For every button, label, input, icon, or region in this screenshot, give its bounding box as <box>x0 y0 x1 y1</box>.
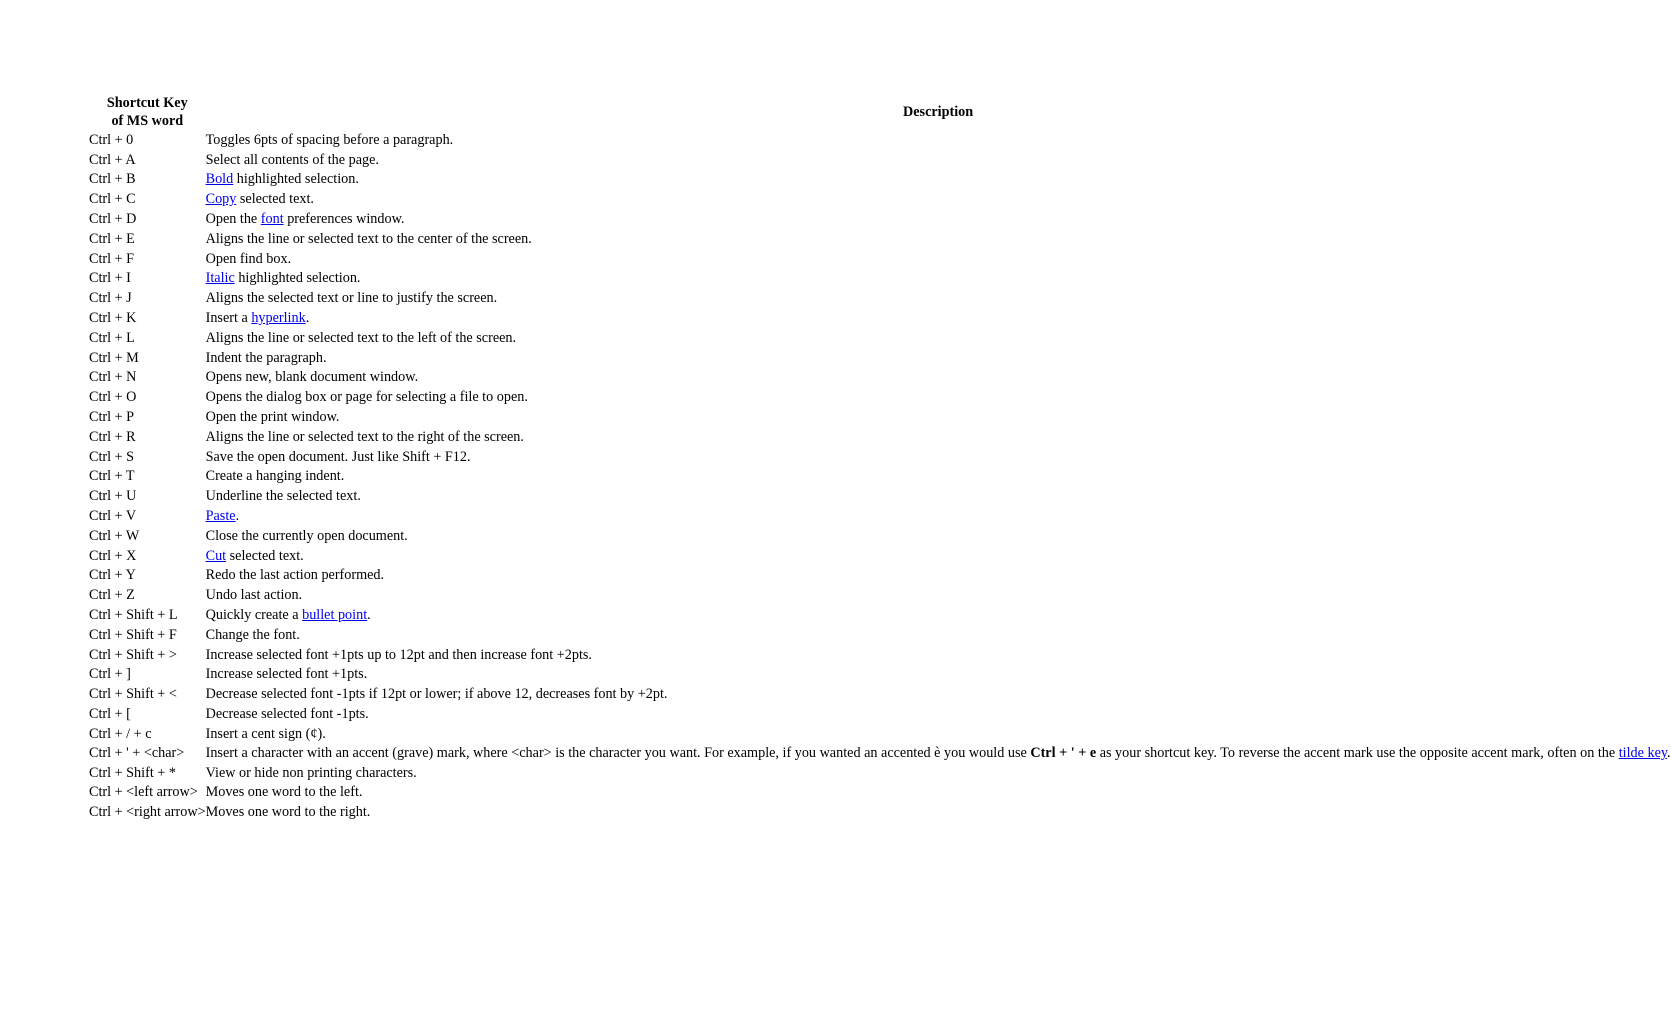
shortcut-key-cell: Ctrl + B <box>89 171 136 188</box>
shortcut-key-cell: Ctrl + [ <box>89 706 131 722</box>
table-row <box>89 506 1671 526</box>
description-text: Change the font. <box>205 626 300 643</box>
shortcut-key-cell: Ctrl + N <box>89 369 137 386</box>
table-row <box>89 328 1671 348</box>
description-cell <box>206 625 1671 645</box>
description-cell <box>206 229 1671 249</box>
description-text: Insert a cent sign (¢). <box>205 725 326 742</box>
description-cell <box>206 724 1671 744</box>
column-header-shortcut-key <box>89 94 206 130</box>
table-row <box>89 526 1671 546</box>
description-text: highlighted selection. <box>234 270 361 287</box>
description-cell <box>206 209 1671 229</box>
table-row <box>89 447 1671 467</box>
shortcut-key-cell: Ctrl + Shift + * <box>89 765 176 782</box>
description-text: Indent the paragraph. <box>205 349 327 366</box>
description-link[interactable]: Copy <box>205 191 237 208</box>
description-text: Create a hanging indent. <box>205 468 345 485</box>
description-text: Open find box. <box>205 250 292 267</box>
table-row <box>89 764 1671 784</box>
description-link[interactable]: Italic <box>205 270 235 287</box>
shortcut-key-cell: Ctrl + T <box>89 468 135 485</box>
description-link[interactable]: hyperlink <box>251 310 306 327</box>
description-text: View or hide non printing characters. <box>205 765 417 782</box>
shortcut-key-cell: Ctrl + K <box>89 310 137 327</box>
description-cell <box>206 803 1671 823</box>
table-row <box>89 605 1671 625</box>
shortcut-key-cell: Ctrl + ' + <char> <box>89 744 185 761</box>
description-cell <box>206 665 1671 685</box>
description-cell <box>206 288 1671 308</box>
shortcut-key-cell: Ctrl + L <box>89 329 135 346</box>
description-cell <box>206 486 1671 506</box>
shortcut-key-cell: Ctrl + <right arrow> <box>89 804 206 821</box>
shortcut-key-cell: Ctrl + 0 <box>89 131 134 148</box>
description-cell <box>206 387 1671 407</box>
description-cell <box>206 150 1671 170</box>
description-text: preferences window. <box>283 211 405 228</box>
description-text: selected text. <box>236 191 314 208</box>
description-text: Increase selected font +1pts up to 12pt and then increase font +2pts. <box>205 646 592 663</box>
description-cell <box>206 506 1671 526</box>
table-row <box>89 566 1671 586</box>
shortcut-key-cell: Ctrl + R <box>89 428 136 445</box>
description-text: Save the open document. Just like Shift + F12. <box>205 448 471 465</box>
shortcut-key-cell: Ctrl + S <box>89 448 135 465</box>
description-text: selected text. <box>226 547 304 564</box>
description-cell <box>206 407 1671 427</box>
description-text: Moves one word to the left. <box>205 784 363 801</box>
table-row <box>89 724 1671 744</box>
table-row <box>89 387 1671 407</box>
description-text: . <box>1667 744 1671 761</box>
table-row <box>89 229 1671 249</box>
description-text: Aligns the line or selected text to the left of the screen. <box>205 329 517 346</box>
shortcut-key-cell: Ctrl + Shift + < <box>89 686 177 703</box>
shortcut-key-cell: Ctrl + O <box>89 389 137 406</box>
description-text: Quickly create a <box>205 607 303 624</box>
description-text: Insert a character with an accent (grave) mark, where <char> is the character you want. For example, if you wanted an accented è you would use <box>205 744 1031 761</box>
shortcut-key-cell: Ctrl + Shift + L <box>89 607 178 624</box>
description-cell <box>206 328 1671 348</box>
description-cell <box>206 368 1671 388</box>
description-text: Decrease selected font -1pts. <box>205 706 369 722</box>
description-text: Open the <box>205 211 261 228</box>
table-row <box>89 803 1671 823</box>
description-cell <box>206 348 1671 368</box>
table-row <box>89 467 1671 487</box>
description-link[interactable]: font <box>260 211 284 228</box>
description-cell <box>206 566 1671 586</box>
shortcut-key-cell: Ctrl + / + c <box>89 725 152 742</box>
table-row <box>89 783 1671 803</box>
description-cell <box>206 308 1671 328</box>
description-text: Opens the dialog box or page for selecting a file to open. <box>205 389 528 406</box>
description-text: Open the print window. <box>205 409 340 426</box>
description-link[interactable]: Paste <box>205 508 236 525</box>
table-row <box>89 269 1671 289</box>
description-cell <box>206 585 1671 605</box>
description-cell <box>206 526 1671 546</box>
shortcut-key-cell: Ctrl + U <box>89 488 137 505</box>
description-cell <box>206 605 1671 625</box>
shortcut-key-cell: Ctrl + V <box>89 508 137 525</box>
description-text: Aligns the line or selected text to the right of the screen. <box>205 428 524 445</box>
table-row <box>89 189 1671 209</box>
table-row <box>89 645 1671 665</box>
description-text: Increase selected font +1pts. <box>205 666 368 683</box>
table-row <box>89 427 1671 447</box>
description-link[interactable]: Cut <box>205 547 227 564</box>
table-row <box>89 170 1671 190</box>
shortcut-key-cell: Ctrl + Y <box>89 567 136 584</box>
description-cell <box>206 467 1671 487</box>
shortcut-key-cell: Ctrl + M <box>89 349 139 366</box>
header-key-line-1: Shortcut Key <box>106 95 188 111</box>
shortcut-key-cell: Ctrl + <left arrow> <box>89 784 198 801</box>
table-row <box>89 308 1671 328</box>
shortcut-key-cell: Ctrl + Z <box>89 587 135 604</box>
table-row <box>89 150 1671 170</box>
table-row <box>89 665 1671 685</box>
description-link[interactable]: Bold <box>205 171 234 188</box>
table-row <box>89 130 1671 150</box>
table-row <box>89 368 1671 388</box>
description-text: Moves one word to the right. <box>205 804 371 821</box>
description-cell <box>206 546 1671 566</box>
table-row <box>89 209 1671 229</box>
description-text: . <box>235 508 240 525</box>
table-body <box>89 130 1671 823</box>
table-row <box>89 625 1671 645</box>
table-row <box>89 249 1671 269</box>
shortcut-key-cell: Ctrl + X <box>89 547 137 564</box>
description-text: Decrease selected font -1pts if 12pt or lower; if above 12, decreases font by +2pt. <box>205 686 668 703</box>
description-cell <box>206 427 1671 447</box>
description-text: Insert a <box>205 310 252 327</box>
description-text: Toggles 6pts of spacing before a paragraph. <box>205 131 454 148</box>
description-text: . <box>305 310 310 327</box>
shortcut-key-cell: Ctrl + E <box>89 230 135 247</box>
shortcut-key-cell: Ctrl + D <box>89 211 137 228</box>
description-text: . <box>367 607 371 624</box>
header-key-line-2: of MS word <box>111 113 184 129</box>
shortcut-key-cell: Ctrl + F <box>89 250 135 267</box>
description-text: Close the currently open document. <box>205 527 408 544</box>
description-cell <box>206 744 1671 764</box>
description-cell <box>206 764 1671 784</box>
description-text: as your shortcut key. To reverse the accent mark use the opposite accent mark, often on the <box>1096 744 1619 761</box>
shortcut-key-cell: Ctrl + P <box>89 409 135 426</box>
description-cell <box>206 645 1671 665</box>
shortcut-key-cell: Ctrl + Shift + F <box>89 626 177 643</box>
description-text: Select all contents of the page. <box>205 151 379 168</box>
description-bold-text: Ctrl + ' + e <box>1030 744 1097 761</box>
description-text: Aligns the line or selected text to the center of the screen. <box>205 230 532 247</box>
description-text: Redo the last action performed. <box>205 567 385 584</box>
table-row <box>89 407 1671 427</box>
shortcut-key-cell: Ctrl + ] <box>89 666 131 683</box>
description-text: Opens new, blank document window. <box>205 369 419 386</box>
description-link[interactable]: bullet point <box>302 607 368 624</box>
description-cell <box>206 170 1671 190</box>
shortcut-key-cell: Ctrl + I <box>89 270 131 287</box>
shortcut-table <box>89 94 1671 823</box>
table-row <box>89 546 1671 566</box>
description-cell <box>206 704 1671 724</box>
description-link[interactable]: tilde key <box>1618 744 1668 761</box>
description-cell <box>206 269 1671 289</box>
shortcut-key-cell: Ctrl + J <box>89 290 132 307</box>
shortcut-key-cell: Ctrl + A <box>89 151 136 168</box>
shortcut-key-cell: Ctrl + Shift + > <box>89 646 177 663</box>
description-cell <box>206 249 1671 269</box>
column-header-description: Description <box>903 104 974 120</box>
description-text: highlighted selection. <box>233 171 359 188</box>
table-row <box>89 684 1671 704</box>
table-row <box>89 348 1671 368</box>
table-row <box>89 744 1671 764</box>
table-header-row <box>89 94 1671 130</box>
description-cell <box>206 189 1671 209</box>
table-row <box>89 288 1671 308</box>
table-row <box>89 486 1671 506</box>
description-cell <box>206 447 1671 467</box>
description-text: Aligns the selected text or line to justify the screen. <box>205 290 498 307</box>
description-cell <box>206 684 1671 704</box>
description-text: Undo last action. <box>205 587 303 604</box>
shortcut-key-cell: Ctrl + W <box>89 527 140 544</box>
description-cell <box>206 130 1671 150</box>
description-cell <box>206 783 1671 803</box>
shortcut-key-cell: Ctrl + C <box>89 191 136 208</box>
description-text: Underline the selected text. <box>205 488 361 505</box>
table-row <box>89 585 1671 605</box>
table-row <box>89 704 1671 724</box>
